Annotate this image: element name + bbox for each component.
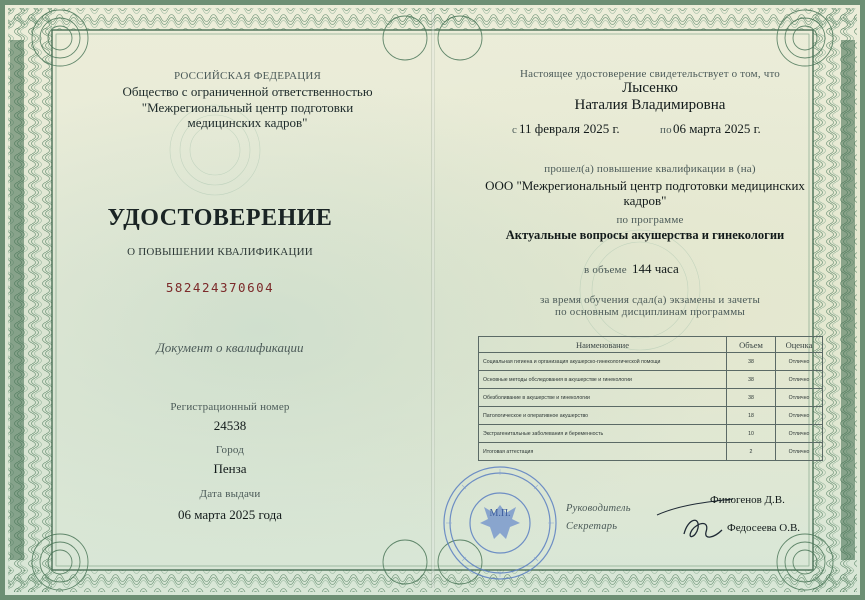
secretary-signature-label: Секретарь: [566, 521, 618, 532]
intro-text: Настоящее удостоверение свидетельствует о том, что: [519, 68, 781, 80]
holder-surname: Лысенко: [622, 80, 678, 96]
subject-hours: 10: [727, 425, 776, 443]
document-type: Документ о квалификации: [156, 340, 304, 355]
volume-value: 144 часа: [632, 261, 679, 276]
grades-table: [478, 336, 823, 461]
secretary-name: Федосеева О.В.: [727, 522, 801, 534]
subject-hours: 38: [727, 389, 776, 407]
table-header-row: [479, 337, 823, 353]
seal-center-text: М.П.: [489, 508, 511, 519]
secretary-signature-icon: [680, 512, 726, 544]
document-title: УДОСТОВЕРЕНИЕ: [107, 205, 333, 231]
volume-label: в объеме: [584, 264, 627, 276]
issue-date: 06 марта 2025 года: [177, 507, 283, 522]
subject-grade: Отлично: [776, 407, 823, 425]
official-seal: [440, 463, 560, 583]
table-row: [479, 425, 823, 443]
registration-number: 24538: [213, 418, 247, 433]
from-label: с: [512, 124, 518, 136]
subject-grade: Отлично: [776, 389, 823, 407]
org-line-2: "Межрегиональный центр подготовки: [141, 100, 354, 115]
country-label: РОССИЙСКАЯ ФЕДЕРАЦИЯ: [173, 70, 322, 82]
registration-label: Регистрационный номер: [170, 401, 290, 413]
subject-hours: 38: [727, 353, 776, 371]
column-header-hours: Объем: [727, 337, 776, 353]
subject-hours: 38: [727, 371, 776, 389]
program-name: Актуальные вопросы акушерства и гинекологии: [505, 228, 785, 242]
city-value: Пенза: [213, 461, 247, 476]
holder-name: Наталия Владимировна: [574, 97, 726, 113]
serial-number: 582424370604: [165, 280, 275, 295]
issue-date-label: Дата выдачи: [199, 488, 261, 500]
subject-hours: 2: [727, 443, 776, 461]
subject-grade: Отлично: [776, 371, 823, 389]
course-org-line-2: кадров": [623, 193, 667, 208]
document-subtitle: О ПОВЫШЕНИИ КВАЛИФИКАЦИИ: [127, 246, 313, 258]
table-row: [479, 407, 823, 425]
column-header-grade: Оценка: [776, 337, 823, 353]
page-fold: [431, 12, 435, 588]
passed-text: прошел(а) повышение квалификации в (на): [544, 163, 756, 175]
column-header-name: Наименование: [479, 337, 727, 353]
head-name: Финогенов Д.В.: [710, 494, 785, 506]
to-date: 06 марта 2025 г.: [673, 121, 761, 136]
table-row: [479, 353, 823, 371]
head-signature-label: Руководитель: [566, 503, 631, 514]
subject-name: Обезболивание в акушерстве и гинекологии: [479, 389, 727, 407]
table-row: [479, 389, 823, 407]
subject-grade: Отлично: [776, 425, 823, 443]
subject-name: Социальная гигиена и организация акушерско-гинекологической помощи: [479, 353, 727, 371]
subject-name: Основные методы обследования в акушерстве и гинекологии: [479, 371, 727, 389]
org-line-3: медицинских кадров": [187, 115, 308, 130]
subject-grade: Отлично: [776, 353, 823, 371]
exam-text-line-1: за время обучения сдал(а) экзамены и зачеты: [539, 294, 761, 306]
course-org-line-1: ООО "Межрегиональный центр подготовки медицинских: [485, 178, 805, 193]
from-date: 11 февраля 2025 г.: [519, 121, 620, 136]
exam-text-line-2: по основным дисциплинам программы: [555, 306, 745, 318]
subject-name: Экстрагенитальные заболевания и беременность: [479, 425, 727, 443]
to-label: по: [660, 124, 672, 136]
program-label: по программе: [616, 214, 684, 226]
org-line-1: Общество с ограниченной ответственностью: [122, 84, 373, 99]
subject-hours: 18: [727, 407, 776, 425]
table-row: [479, 371, 823, 389]
subject-name: Патологическое и оперативное акушерство: [479, 407, 727, 425]
subject-name: Итоговая аттестация: [479, 443, 727, 461]
city-label: Город: [215, 444, 245, 456]
subject-grade: Отлично: [776, 443, 823, 461]
table-row: [479, 443, 823, 461]
